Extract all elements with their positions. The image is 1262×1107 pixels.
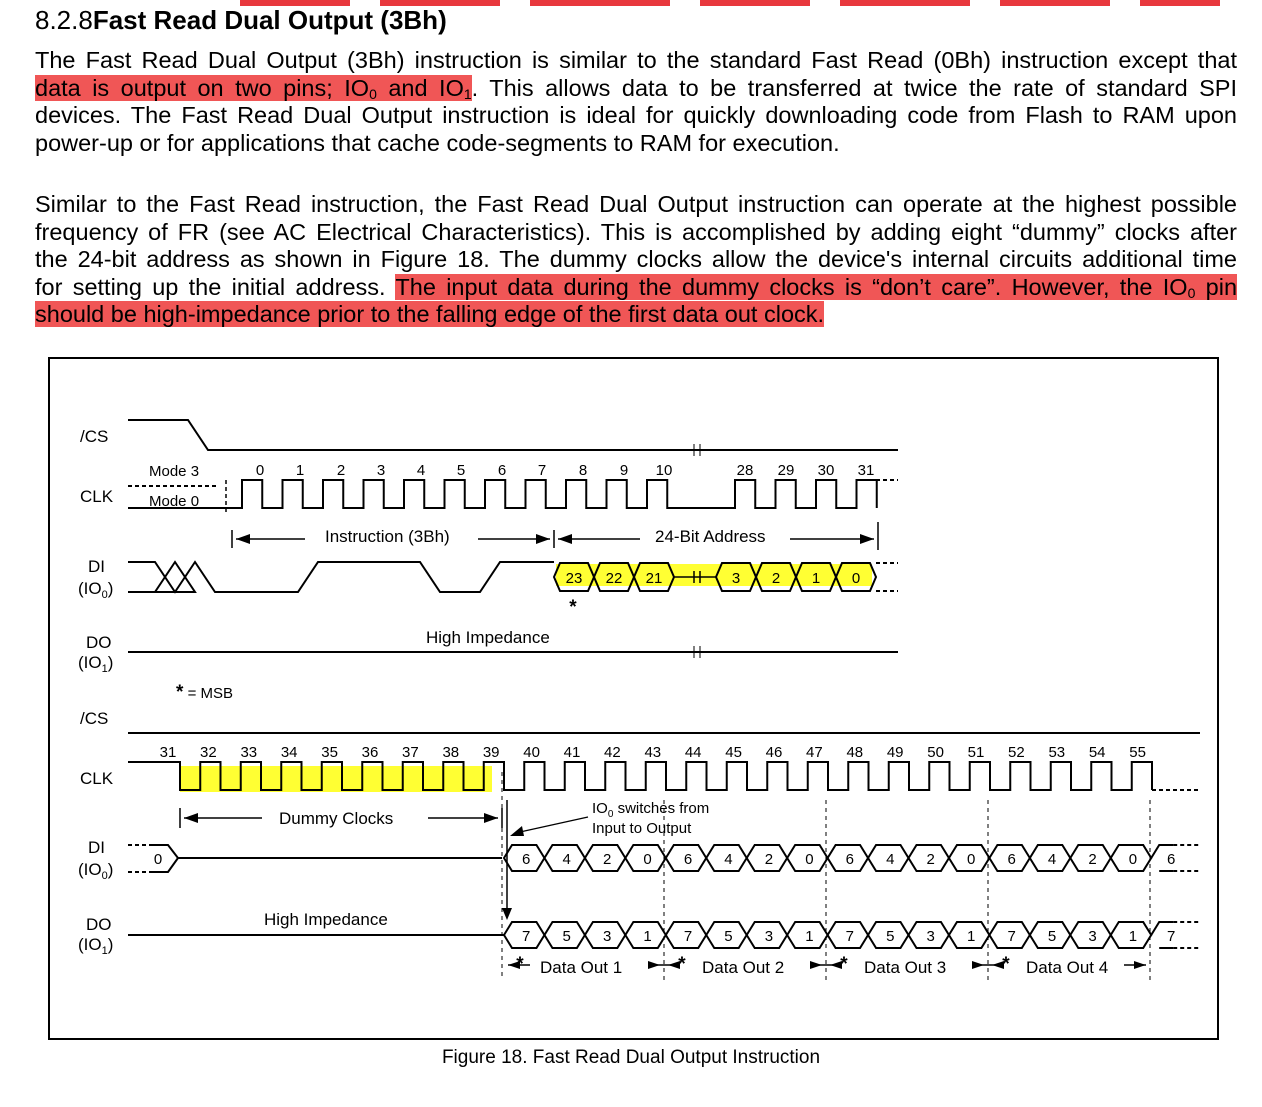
di-bottom-bit: 6 (1007, 851, 1016, 868)
bottom-clock-number: 37 (402, 744, 419, 761)
msb-star: * (516, 954, 524, 975)
switch-pointer (520, 817, 588, 832)
address-bit: 23 (565, 570, 583, 587)
msb-star: * (840, 954, 848, 975)
do-bottom-bit: 5 (724, 928, 733, 945)
label-di-top: DI (88, 557, 105, 576)
di-bottom-bit: 6 (845, 851, 854, 868)
bottom-clock-number: 34 (280, 744, 298, 761)
di-bottom-bit: 4 (562, 851, 571, 868)
di-bottom-bit: 2 (926, 851, 935, 868)
label-io0-top: $(IO_0)$ (78, 579, 114, 601)
highlight-high-impedance: should be high-impedance prior to the falling edge of the first data out clock. (35, 301, 825, 328)
di-bottom-bit: 0 (1128, 851, 1138, 868)
switch-pointer-head (510, 826, 524, 836)
address-bit: 2 (771, 570, 781, 587)
high-impedance-top: High Impedance (426, 628, 550, 647)
bottom-clock-number: 32 (200, 744, 217, 761)
data-out-label: Data Out 1 (540, 958, 623, 977)
bottom-clock-number: 36 (361, 744, 379, 761)
label-io0-bottom: $(IO_0)$ (78, 860, 114, 882)
di-bottom-bit: 4 (724, 851, 733, 868)
top-clock-number: 9 (619, 462, 629, 479)
bottom-clock-number: 55 (1129, 744, 1146, 761)
bottom-clock-number: 54 (1088, 744, 1106, 761)
label-clk-bottom: CLK (80, 769, 114, 788)
do-bottom-bit: 1 (967, 928, 976, 945)
do-bottom-bit: 1 (643, 928, 652, 945)
cs-top-line (128, 420, 898, 450)
label-clk-top: CLK (80, 487, 114, 506)
top-clock-number: 1 (295, 462, 305, 479)
arrow-head (1134, 961, 1146, 969)
top-clock-number: 4 (416, 462, 426, 479)
di-bottom-bit: 2 (764, 851, 774, 868)
bottom-clock-number: 47 (806, 744, 823, 761)
bottom-clock-number: 51 (967, 744, 985, 761)
top-clock-number: 8 (578, 462, 588, 479)
address-bit: 1 (811, 570, 821, 587)
do-bottom-bit: 3 (1088, 928, 1097, 945)
di-bottom-bit: 6 (522, 851, 531, 868)
label-io1-top: $(IO_1)$ (78, 653, 114, 675)
msb-star: * (1002, 954, 1010, 975)
bottom-clock-number: 49 (886, 744, 904, 761)
address-bit: 22 (605, 570, 623, 587)
para2-line1: Similar to the Fast Read instruction, the Fast Read Dual Output instruction can operate at the highest possible (35, 191, 1237, 217)
para1-line3: devices. The Fast Read Dual Output instruction is ideal for quickly downloading code from Flash to RAM upon (35, 102, 1237, 129)
bottom-clock-number: 53 (1048, 744, 1066, 761)
do-bottom-bit: 5 (886, 928, 895, 945)
arrow-head (972, 961, 984, 969)
section-number: 8.2.8 (35, 5, 93, 35)
top-clock-number: 6 (497, 462, 507, 479)
address-bit: 21 (645, 570, 663, 587)
bottom-clock-number: 48 (846, 744, 864, 761)
arrow-head (236, 534, 250, 544)
high-impedance-bottom: High Impedance (264, 910, 388, 929)
para1-line4: power-up or for applications that cache code-segments to RAM for execution. (35, 129, 840, 156)
bottom-clock-number: 33 (240, 744, 258, 761)
di-bottom-bit: 6 (683, 851, 693, 868)
di-top-x (128, 562, 195, 592)
bottom-clock-number: 31 (159, 744, 177, 761)
bottom-clock-number: 41 (563, 744, 581, 761)
do-bottom-tail-dash (1173, 922, 1200, 948)
address-tail-dash (876, 563, 898, 591)
do-bottom-bit: 5 (562, 928, 571, 945)
bottom-clock-number: 42 (604, 744, 621, 761)
do-bottom-bit: 3 (602, 928, 612, 945)
bottom-clock-number: 44 (684, 744, 702, 761)
para1-line1: The Fast Read Dual Output (3Bh) instruction is similar to the standard Fast Read (0Bh) instruction except that (35, 47, 1237, 73)
arrow-head (860, 534, 874, 544)
label-di-bottom: DI (88, 838, 105, 857)
di-bottom-bit: 4 (1047, 851, 1057, 868)
top-clock-number: 0 (255, 462, 265, 479)
bottom-clock-number: 43 (644, 744, 662, 761)
highlight-dont-care: The input data during the dummy clocks is “don’t care”. However, the $IO_0$ pin (395, 273, 1238, 301)
top-clock-number: 2 (336, 462, 346, 479)
di-bottom-bit: 0 (805, 851, 814, 868)
arrow-head (536, 534, 550, 544)
highlight-output-pins: data is output on two pins; $IO_0$ and $IO_1$ (35, 74, 472, 102)
top-clock-number: 5 (456, 462, 466, 479)
bottom-clock-number: 46 (765, 744, 783, 761)
para2-line4: for setting up the initial address. The input data during the dummy clocks is “don’t care”. However, the $IO_0$ pin (35, 273, 1238, 301)
do-bottom-bit: 7 (522, 928, 531, 945)
label-do-bottom: DO (86, 915, 112, 934)
do-bottom-bit: 1 (805, 928, 814, 945)
top-clock-number: 31 (857, 462, 875, 479)
mode0-label: Mode 0 (149, 493, 200, 510)
do-bottom-bit: 1 (1128, 928, 1138, 945)
top-clock-number: 10 (655, 462, 673, 479)
clk-bottom-wave (128, 762, 1152, 790)
di-bottom-bit: 2 (1088, 851, 1097, 868)
msb-star: * (678, 954, 686, 975)
di-bottom-bit: 0 (967, 851, 976, 868)
label-do-top: DO (86, 633, 112, 652)
dummy-clock-highlight (180, 766, 492, 792)
do-bottom-bit: 3 (764, 928, 774, 945)
para1-line2: data is output on two pins; $IO_0$ and $IO_1$. This allows data to be transferred at twice the rate of standard SPI (35, 74, 1237, 102)
bottom-clock-number: 38 (442, 744, 460, 761)
di-first-bit: 0 (153, 851, 163, 868)
di-bottom-tail-dash (1173, 845, 1200, 871)
bottom-clock-number: 40 (523, 744, 540, 761)
io0-switch-note-2: Input to Output (592, 820, 692, 837)
top-clock-number: 3 (376, 462, 386, 479)
instruction-label: Instruction (3Bh) (325, 527, 450, 546)
top-clock-number: 30 (817, 462, 835, 479)
address-bit: 3 (731, 570, 741, 587)
di-bottom-bit: 4 (886, 851, 895, 868)
arrow-head (484, 813, 498, 823)
label-io1-bottom: $(IO_1)$ (78, 935, 114, 957)
data-out-label: Data Out 3 (864, 958, 947, 977)
address-bit: 0 (851, 570, 861, 587)
dummy-clocks-label: Dummy Clocks (279, 809, 394, 828)
top-clock-number: 7 (537, 462, 547, 479)
do-bottom-bit: 5 (1047, 928, 1057, 945)
clk-top-wave (128, 480, 877, 508)
figure-caption: Figure 18. Fast Read Dual Output Instruction (441, 1047, 821, 1068)
label-cs-top: /CS (80, 427, 109, 446)
top-clock-number: 28 (736, 462, 754, 479)
section-title: Fast Read Dual Output (3Bh) (92, 5, 447, 35)
arrow-head (648, 961, 660, 969)
mode3-label: Mode 3 (149, 463, 200, 480)
bottom-clock-number: 45 (725, 744, 742, 761)
para2-line3: the 24-bit address as shown in Figure 18. The dummy clocks allow the device's internal circuits additional time (35, 246, 1237, 273)
data-out-label: Data Out 2 (702, 958, 785, 977)
do-bottom-bit: 3 (926, 928, 935, 945)
do-bottom-bit: 7 (1007, 928, 1016, 945)
di-bottom-lead-dash (128, 845, 152, 872)
io0-switch-note-1: $IO_0$ switches from (592, 800, 710, 820)
address-highlight (556, 564, 872, 586)
arrow-head (558, 534, 572, 544)
msb-star: * (569, 597, 577, 618)
di-bottom-bit: 0 (643, 851, 652, 868)
para2-line2: frequency of FR (see AC Electrical Characteristics). This is accomplished by adding eight “dummy” clocks after (35, 218, 1237, 245)
msb-note: * = MSB (176, 682, 234, 703)
waveforms (128, 420, 1200, 980)
do-bottom-bit: 7 (845, 928, 854, 945)
bottom-clock-number: 35 (321, 744, 338, 761)
do-bottom-bit: 7 (683, 928, 693, 945)
label-cs-bottom: /CS (80, 709, 109, 728)
data-out-label: Data Out 4 (1026, 958, 1109, 977)
top-clock-number: 29 (777, 462, 795, 479)
output-arrow-head (502, 908, 512, 920)
bottom-clock-number: 50 (927, 744, 944, 761)
di-bottom-bit: 6 (1167, 851, 1176, 868)
arrow-head (810, 961, 822, 969)
address-label: 24-Bit Address (655, 527, 766, 546)
bottom-clock-number: 52 (1008, 744, 1025, 761)
bottom-clock-number: 39 (482, 744, 500, 761)
do-bottom-bit: 7 (1167, 928, 1176, 945)
di-bottom-bit: 2 (602, 851, 612, 868)
arrow-head (184, 813, 198, 823)
